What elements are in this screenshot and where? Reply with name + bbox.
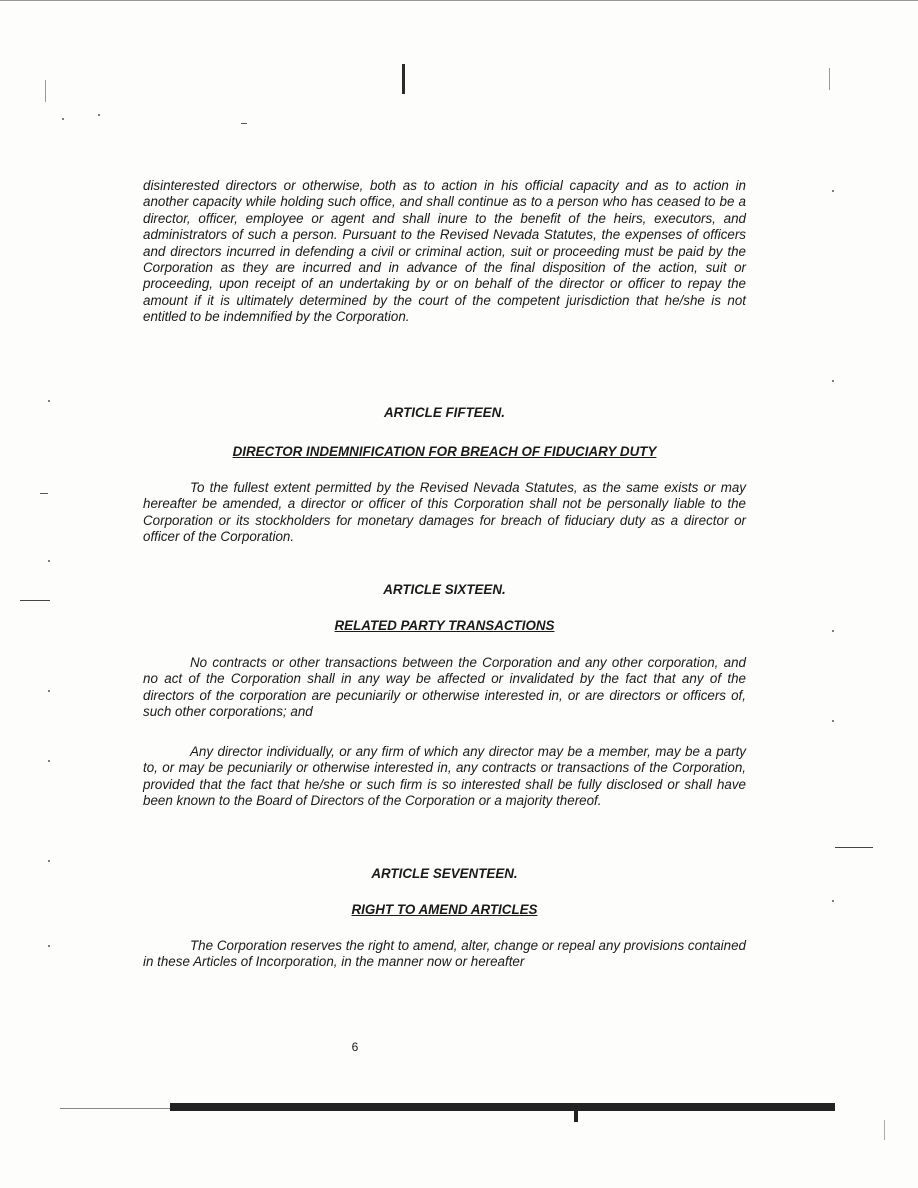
paragraph-article-fifteen: To the fullest extent permitted by the Revised Nevada Statutes, as the same exists or may hereafter be amended, a director or officer of this Corporation shall not be personally liable to the Corporation or its stockholders for monetary damages for breach of fiduciary duty as a director or officer of the Corporation. xyxy=(143,480,746,545)
scan-speck xyxy=(48,945,50,947)
scan-edge-bottom-right xyxy=(884,1120,885,1140)
scan-speck xyxy=(98,114,100,116)
scan-dash xyxy=(241,123,247,124)
scan-top-border xyxy=(0,0,918,1)
scan-speck xyxy=(48,400,50,402)
scan-speck xyxy=(48,690,50,692)
scan-speck xyxy=(62,118,64,120)
scan-bar-bottom xyxy=(170,1103,835,1111)
scan-speck xyxy=(832,190,834,192)
scan-dash-left xyxy=(40,493,48,494)
paragraph-article-sixteen-b: Any director individually, or any firm of which any director may be a member, may be a party to, or may be pecuniarily or otherwise interested in, any contracts or transactions of the Corporation, provided that the fact that he/she or such firm is so interested shall be fully disclosed or shall have been known to the Board of Directors of the Corporation or a majority thereof. xyxy=(143,744,746,809)
scan-mark-bottom xyxy=(574,1110,578,1122)
scan-mark-top xyxy=(402,64,405,94)
scan-speck xyxy=(48,560,50,562)
scan-speck xyxy=(832,720,834,722)
paragraph-article-sixteen-a: No contracts or other transactions between the Corporation and any other corporation, and no act of the Corporation shall in any way be affected or invalidated by the fact that any of the directors of the corporation are pecuniarily or otherwise interested in, or are directors or officers of, such other corporations; and xyxy=(143,655,746,720)
article-fifteen-heading: ARTICLE FIFTEEN. xyxy=(383,405,505,420)
scan-speck xyxy=(832,380,834,382)
article-fifteen-title: DIRECTOR INDEMNIFICATION FOR BREACH OF FIDUCIARY DUTY xyxy=(232,444,657,459)
scan-bar-thin xyxy=(60,1108,170,1109)
article-seventeen-heading: ARTICLE SEVENTEEN. xyxy=(371,866,518,881)
scan-speck xyxy=(832,900,834,902)
paragraph-indemnification-continued: disinterested directors or otherwise, both as to action in his official capacity and as to action in another capacity while holding such office, and shall continue as to a person who has ceased to be a director, officer, employee or agent and shall inure to the benefit of the heirs, executors, and administrators of such a person. Pursuant to the Revised Nevada Statutes, the expenses of officers and directors incurred in defending a civil or criminal action, suit or proceeding must be paid by the Corporation as they are incurred and in advance of the final disposition of the action, suit or proceeding, upon receipt of an undertaking by or on behalf of the director or officer to repay the amount if it is ultimately determined by the court of the competent jurisdiction that he/she is not entitled to be indemnified by the Corporation. xyxy=(143,178,746,325)
scan-speck xyxy=(832,630,834,632)
article-sixteen-title: RELATED PARTY TRANSACTIONS xyxy=(334,618,555,633)
scan-speck xyxy=(48,860,50,862)
article-seventeen-title: RIGHT TO AMEND ARTICLES xyxy=(351,902,538,917)
scan-edge-right xyxy=(829,68,830,90)
scan-line-left xyxy=(20,600,50,601)
scan-line-right xyxy=(835,847,873,848)
article-sixteen-heading: ARTICLE SIXTEEN. xyxy=(383,582,506,597)
paragraph-article-seventeen: The Corporation reserves the right to amend, alter, change or repeal any provisions contained in these Articles of Incorporation, in the manner now or hereafter xyxy=(143,938,746,970)
scan-speck xyxy=(48,760,50,762)
scan-edge-left xyxy=(45,80,46,102)
page-number: 6 xyxy=(351,1040,359,1054)
